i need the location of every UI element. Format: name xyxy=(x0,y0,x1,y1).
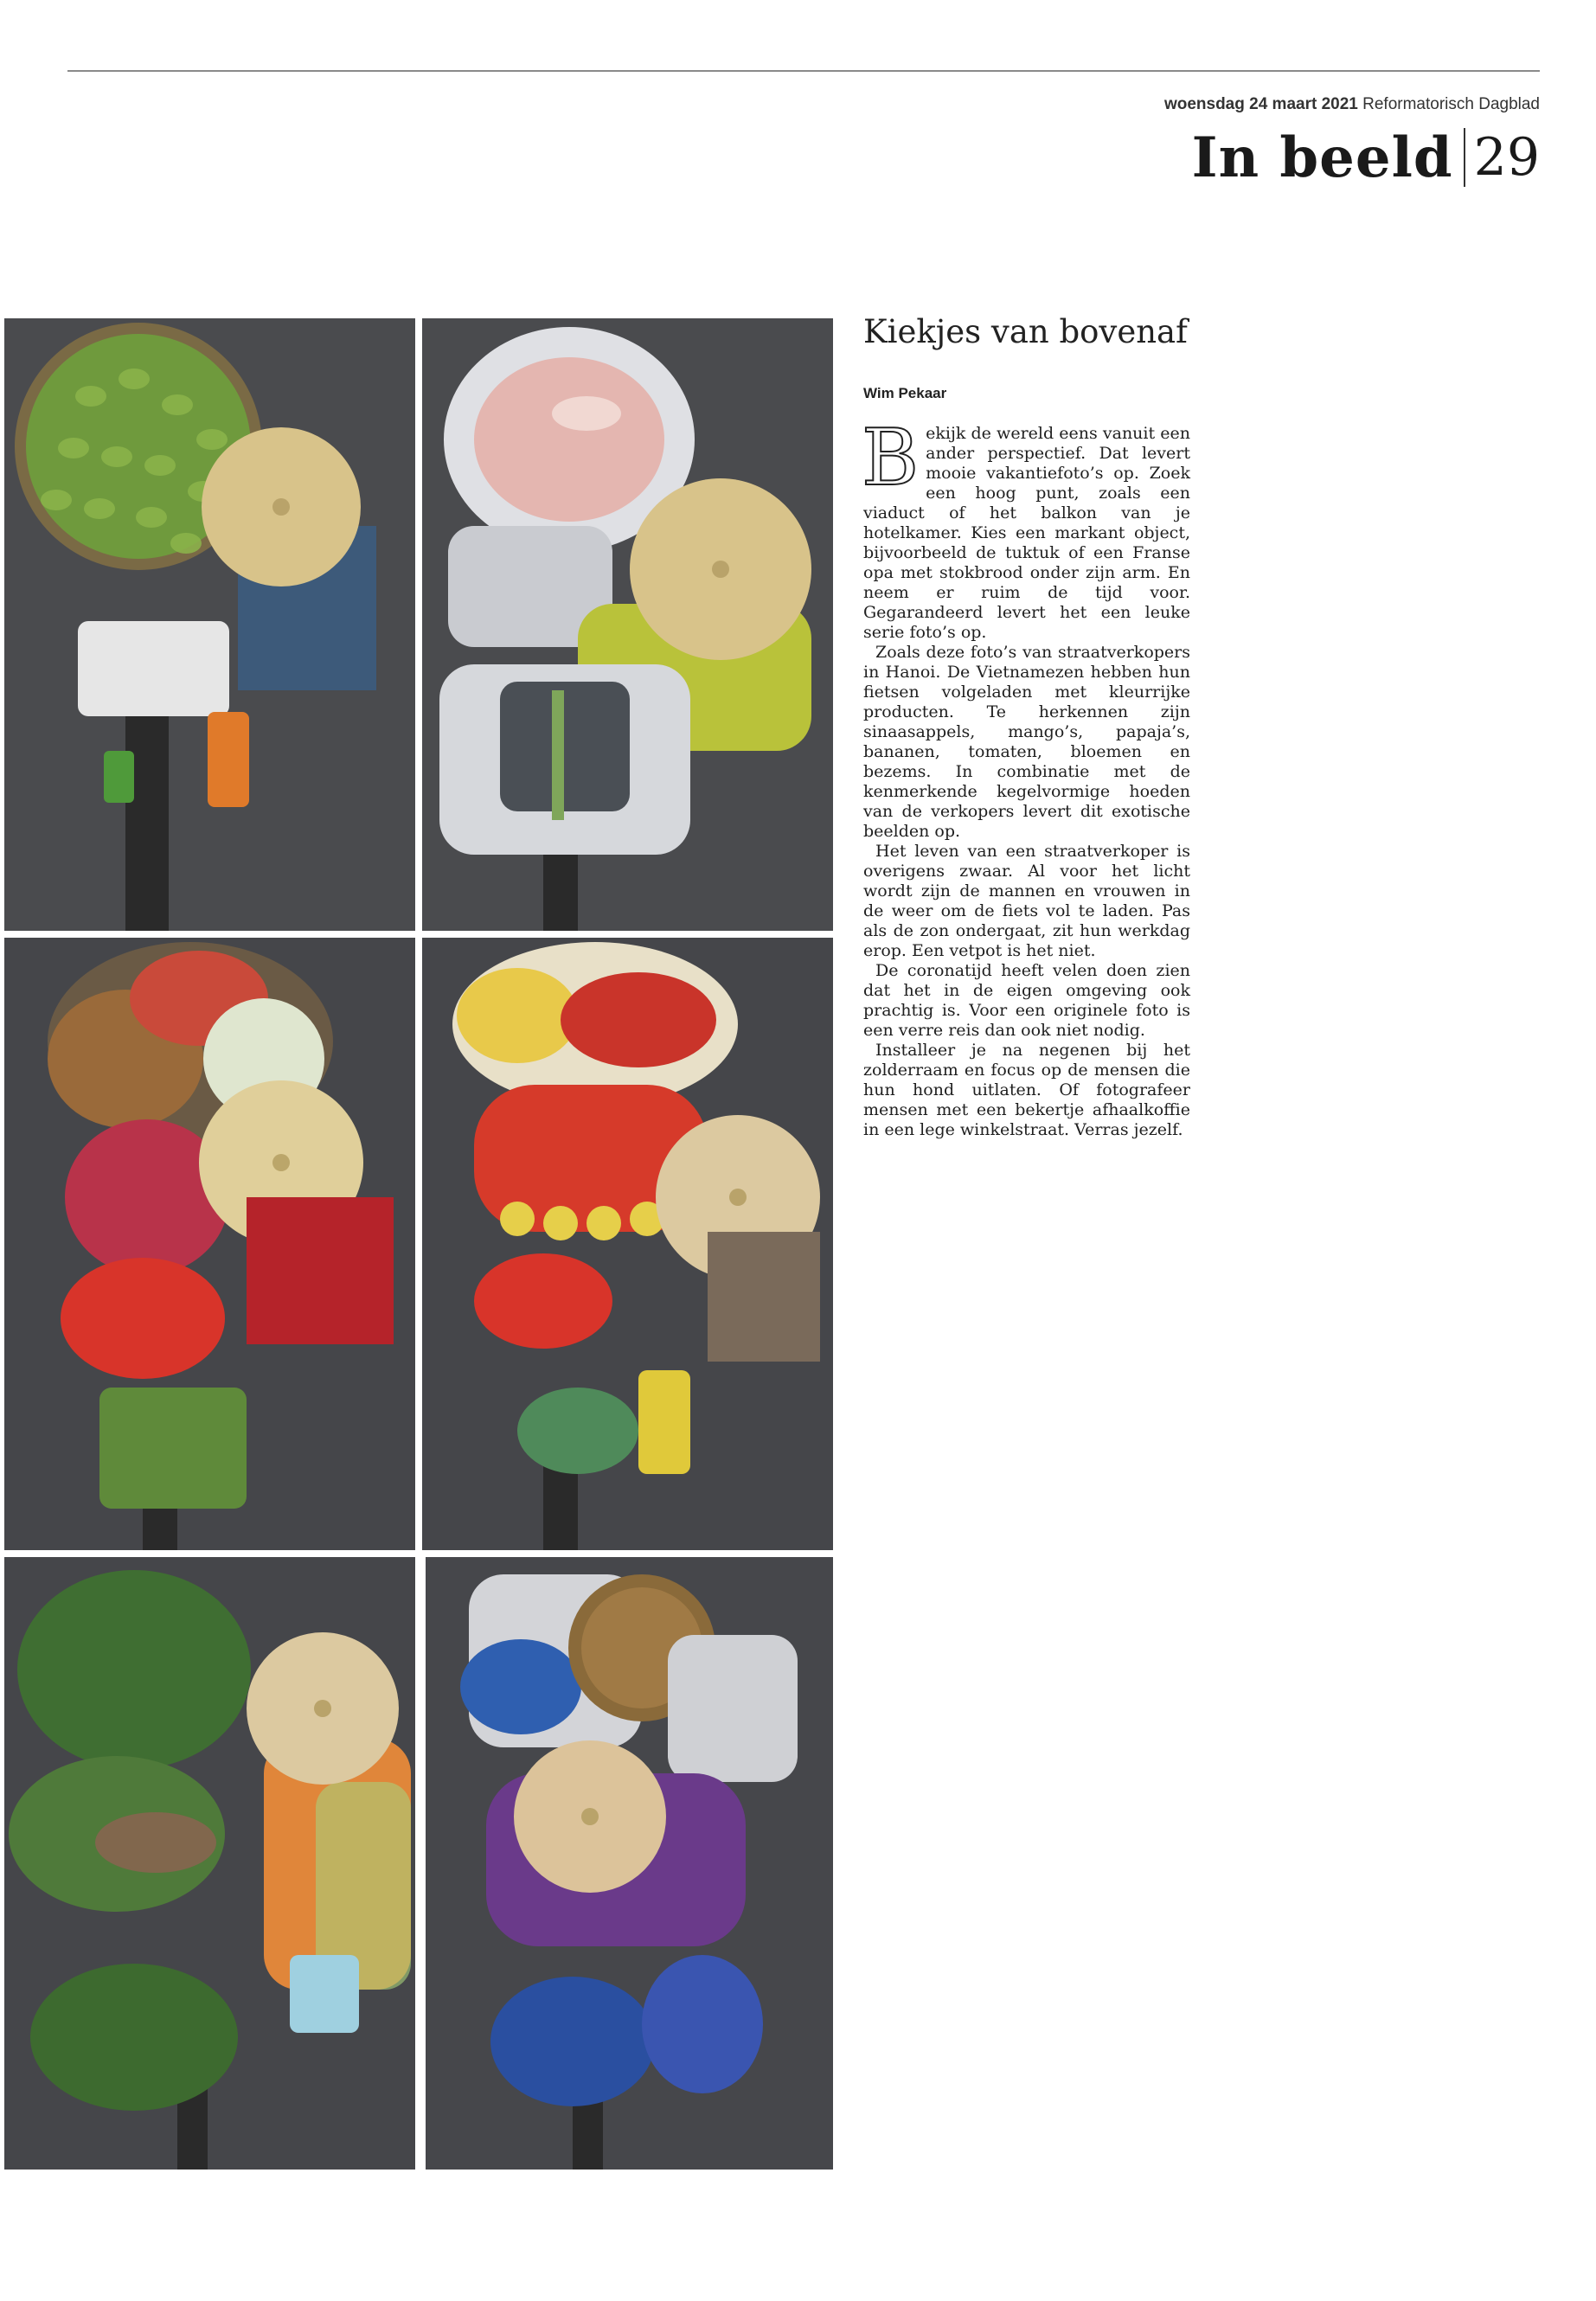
article-body xyxy=(862,413,1190,1140)
drop-cap: B xyxy=(862,413,920,503)
section-divider xyxy=(1464,128,1465,187)
photo-mango-vendor xyxy=(4,318,415,931)
photo-mixed-fruit-vendor xyxy=(4,938,415,1550)
photo-tomato-vendor xyxy=(422,938,833,1550)
photo-bag-vendor xyxy=(422,318,833,931)
article-byline: Wim Pekaar xyxy=(863,385,947,401)
paragraph-text: ekijk de wereld eens vanuit een ander perspectief. Dat levert mooie vakantiefoto’s op. Zoek een hoog punt, zoals een viaduct of het balkon van je hotelkamer. Kies een markant object, bijvoorbeeld de tuktuk of een Franse opa met stokbrood onder zijn arm. En neem er ruim de tijd voor. Gegarandeerd levert het een leuke serie foto’s op. xyxy=(863,424,1190,642)
article-paragraph: Installeer je na negenen bij het zolderraam en focus op de mensen die hun hond uitlaten. Of fotografeer mensen met een bekertje afhaalkoffie in een lege winkelstraat. Verras jezelf. xyxy=(863,1041,1190,1139)
dateline xyxy=(1164,95,1540,114)
issue-date: woensdag 24 maart 2021 xyxy=(1163,95,1358,113)
article-paragraph: Zoals deze foto’s van straatverkopers in Hanoi. De Vietnamezen hebben hun fietsen volgeladen met kleurrijke producten. Te herkennen zijn sinaasappels, mango’s, papaja’s, bananen, tomaten, bloemen en bezems. In combinatie met de kenmerkende kegelvormige hoeden van de verkopers levert dit exotische beelden op. xyxy=(863,643,1190,841)
article-paragraph: De coronatijd heeft velen doen zien dat het in de eigen omgeving ook prachtig is. Voor een originele foto is een verre reis dan ook niet nodig. xyxy=(863,961,1190,1040)
photo-greens-vendor xyxy=(4,1557,415,2170)
publication-name: Reformatorisch Dagblad xyxy=(1362,95,1540,113)
page-number: 29 xyxy=(1473,127,1540,188)
article-paragraph: Het leven van een straatverkoper is overigens zwaar. Al voor het licht wordt zijn de mannen en vrouwen in de weer om de fiets vol te laden. Pas als de zon ondergaat, zit hun werkdag erop. Een vetpot is het niet. xyxy=(863,842,1190,960)
photo-grid xyxy=(4,318,836,2182)
article-headline: Kiekjes van bovenaf xyxy=(863,313,1188,350)
photo-blue-bag-vendor xyxy=(426,1557,833,2170)
article-paragraph xyxy=(862,413,1190,643)
top-rule xyxy=(67,70,1540,72)
section-title: In beeld xyxy=(1191,125,1453,190)
section-header xyxy=(1192,121,1540,194)
